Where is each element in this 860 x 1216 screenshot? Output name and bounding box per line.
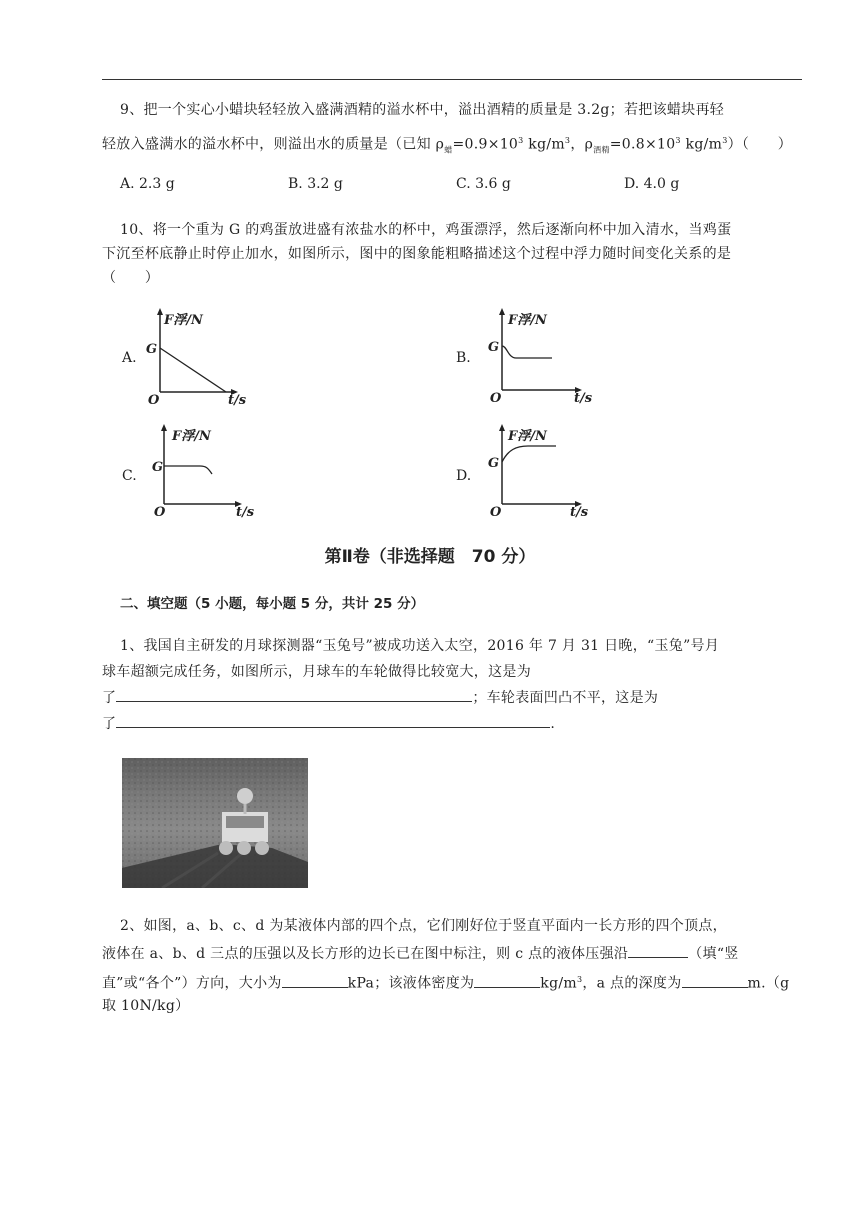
- graph-d-origin: O: [490, 505, 502, 520]
- fq1-blank-1[interactable]: [116, 685, 472, 702]
- fq2-blank-pressure[interactable]: [282, 971, 348, 988]
- graph-c-curve: [164, 466, 212, 474]
- graph-c-y-label: F浮/N: [172, 429, 211, 444]
- graph-a-x-label: t/s: [228, 393, 247, 406]
- graph-c-label: C.: [122, 468, 137, 484]
- graph-a-label: A.: [122, 350, 137, 366]
- graph-d: [478, 424, 598, 528]
- graph-c-x-label: t/s: [236, 505, 255, 520]
- section-heading: 二、填空题（5 小题，每小题 5 分，共计 25 分）: [120, 596, 425, 612]
- q9-option-c: C. 3.6 g: [456, 176, 511, 192]
- q10-line1: 10、将一个重为 G 的鸡蛋放进盛有浓盐水的杯中，鸡蛋漂浮，然后逐渐向杯中加入清水，当鸡蛋: [120, 222, 732, 238]
- fq1-blank-2[interactable]: [116, 711, 550, 728]
- q9-line2: 轻放入盛满水的溢水杯中，则溢出水的质量是（已知 $\rho_蜡=0.9\times 10^3$ $kg/m^3$，$\rho_{酒精}=0.8\times 10^3$ $kg/m^3$）（ ）: [102, 136, 793, 155]
- graph-c: [142, 424, 262, 528]
- graph-b-curve: [502, 346, 552, 358]
- graph-a-curve: [160, 348, 226, 392]
- fq2-line2: 液体在 a、b、d 三点的压强以及长方形的边长已在图中标注，则 c 点的液体压强沿 （填“竖: [102, 940, 739, 968]
- q9-option-d: D. 4.0 g: [624, 176, 680, 192]
- graph-a-g-label: G: [146, 342, 158, 357]
- graph-a: [142, 306, 262, 410]
- fq1-line1: 1、我国自主研发的月球探测器“玉兔号”被成功送入太空，2016 年 7 月 31 日晚，“玉兔”号月: [120, 638, 720, 654]
- graph-d-y-label: F浮/N: [508, 429, 547, 444]
- q9-option-b: B. 3.2 g: [288, 176, 343, 192]
- q9-option-a: A. 2.3 g: [120, 176, 175, 192]
- fq2-line3: 直”或“各个”）方向，大小为 kPa；该液体密度为 $kg/m^3$，a 点的深度为 m.（g: [102, 966, 789, 998]
- graph-d-g-label: G: [488, 456, 500, 471]
- graph-b: [480, 306, 600, 410]
- section-title: 第Ⅱ卷（非选择题 70 分）: [324, 547, 536, 567]
- graph-d-label: D.: [456, 468, 472, 484]
- graph-b-g-label: G: [488, 340, 500, 355]
- fq1-line3: 了 ；车轮表面凹凸不平，这是为: [102, 684, 658, 712]
- fq2-blank-direction[interactable]: [628, 941, 688, 958]
- header-rule: [102, 79, 802, 80]
- q10-line3: （ ）: [102, 270, 160, 286]
- graph-b-y-label: F浮/N: [508, 313, 547, 328]
- fq1-line4: 了 .: [102, 710, 555, 738]
- moon-rover-photo: [122, 758, 308, 888]
- q9-line1: 9、把一个实心小蜡块轻轻放入盛满酒精的溢水杯中，溢出酒精的质量是 3.2g；若把该蜡块再轻: [120, 102, 725, 118]
- graph-c-origin: O: [154, 505, 166, 520]
- q10-line2: 下沉至杯底静止时停止加水，如图所示，图中的图象能粗略描述这个过程中浮力随时间变化关系的是: [102, 246, 732, 262]
- fq2-line4: 取 10N/kg）: [102, 998, 190, 1014]
- graph-d-curve: [502, 446, 556, 462]
- graph-d-x-label: t/s: [570, 505, 589, 520]
- fq2-blank-density[interactable]: [474, 971, 540, 988]
- graph-b-x-label: t/s: [574, 391, 593, 406]
- fq1-line2: 球车超额完成任务，如图所示，月球车的车轮做得比较宽大，这是为: [102, 664, 531, 680]
- graph-b-label: B.: [456, 350, 471, 366]
- fq2-line1: 2、如图，a、b、c、d 为某液体内部的四个点，它们刚好位于竖直平面内一长方形的四个顶点，: [120, 918, 727, 934]
- fq2-blank-depth[interactable]: [682, 971, 748, 988]
- graph-b-origin: O: [490, 391, 502, 406]
- graph-c-g-label: G: [152, 460, 164, 475]
- graph-a-origin: O: [148, 393, 160, 406]
- graph-a-y-label: F浮/N: [164, 313, 203, 328]
